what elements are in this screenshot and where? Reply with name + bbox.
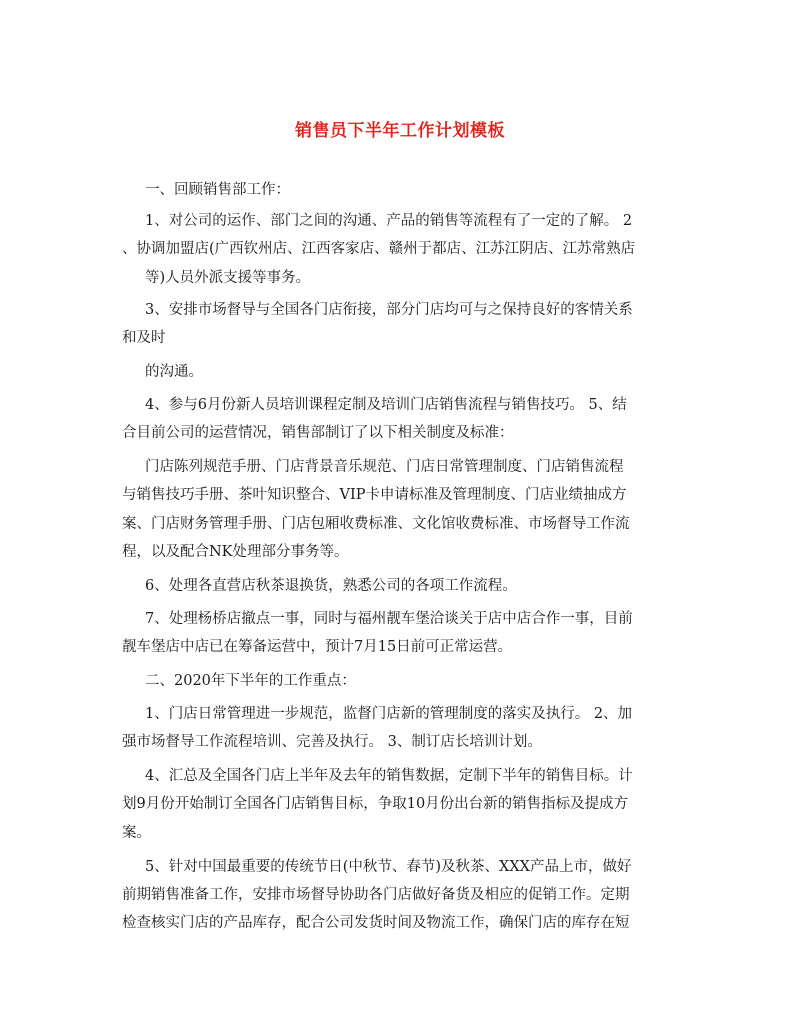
paragraph-line: 前期销售准备工作，安排市场督导协助各门店做好备货及相应的促销工作。定期 bbox=[122, 887, 630, 903]
paragraph-line: 检查核实门店的产品库存，配合公司发货时间及物流工作，确保门店的库存在短 bbox=[122, 915, 630, 931]
paragraph-line: 3、安排市场督导与全国各门店衔接，部分门店均可与之保持良好的客情关系 bbox=[145, 302, 633, 318]
document-title: 销售员下半年工作计划模板 bbox=[295, 121, 505, 141]
paragraph-line: 5、针对中国最重要的传统节日(中秋节、春节)及秋茶、XXX产品上市，做好 bbox=[145, 859, 632, 875]
section-heading-focus: 二、2020年下半年的工作重点： bbox=[145, 673, 356, 689]
paragraph-line: 案、门店财务管理手册、门店包厢收费标准、文化馆收费标准、市场督导工作流 bbox=[122, 516, 630, 532]
paragraph-line: 1、对公司的运作、部门之间的沟通、产品的销售等流程有了一定的了解。 2 bbox=[145, 213, 633, 229]
paragraph-line: 门店陈列规范手册、门店背景音乐规范、门店日常管理制度、门店销售流程 bbox=[145, 459, 624, 475]
paragraph-line: 划9月份开始制订全国各门店销售目标，争取10月份出台新的销售指标及提成方 bbox=[122, 796, 629, 812]
paragraph-line: 强市场督导工作流程培训、完善及执行。 3、制订店长培训计划。 bbox=[122, 734, 542, 750]
paragraph-line: 靓车堡店中店已在筹备运营中，预计7月15日前可正常运营。 bbox=[122, 639, 513, 655]
paragraph-line: 案。 bbox=[122, 825, 151, 841]
paragraph-line: 程，以及配合NK处理部分事务等。 bbox=[122, 544, 349, 560]
paragraph-line: 合目前公司的运营情况，销售部制订了以下相关制度及标准： bbox=[122, 425, 514, 441]
paragraph-line: 的沟通。 bbox=[145, 364, 203, 380]
paragraph-line: 与销售技巧手册、茶叶知识整合、VIP卡申请标准及管理制度、门店业绩抽成方 bbox=[122, 487, 627, 503]
paragraph-line: 和及时 bbox=[122, 330, 166, 346]
paragraph-line: 6、处理各直营店秋茶退换货，熟悉公司的各项工作流程。 bbox=[145, 578, 517, 594]
paragraph-line: 7、处理杨桥店撤点一事，同时与福州靓车堡洽谈关于店中店合作一事，目前 bbox=[145, 611, 633, 627]
paragraph-line: 等)人员外派支援等事务。 bbox=[145, 270, 311, 286]
paragraph-line: 1、门店日常管理进一步规范，监督门店新的管理制度的落实及执行。 2、加 bbox=[145, 706, 633, 722]
paragraph-line: 4、参与6月份新人员培训课程定制及培训门店销售流程与销售技巧。 5、结 bbox=[145, 397, 627, 413]
paragraph-line: 、协调加盟店(广西钦州店、江西客家店、赣州于都店、江苏江阴店、江苏常熟店 bbox=[122, 241, 636, 257]
section-heading-review: 一、回顾销售部工作： bbox=[145, 182, 290, 198]
paragraph-line: 4、汇总及全国各门店上半年及去年的销售数据，定制下半年的销售目标。计 bbox=[145, 768, 633, 784]
